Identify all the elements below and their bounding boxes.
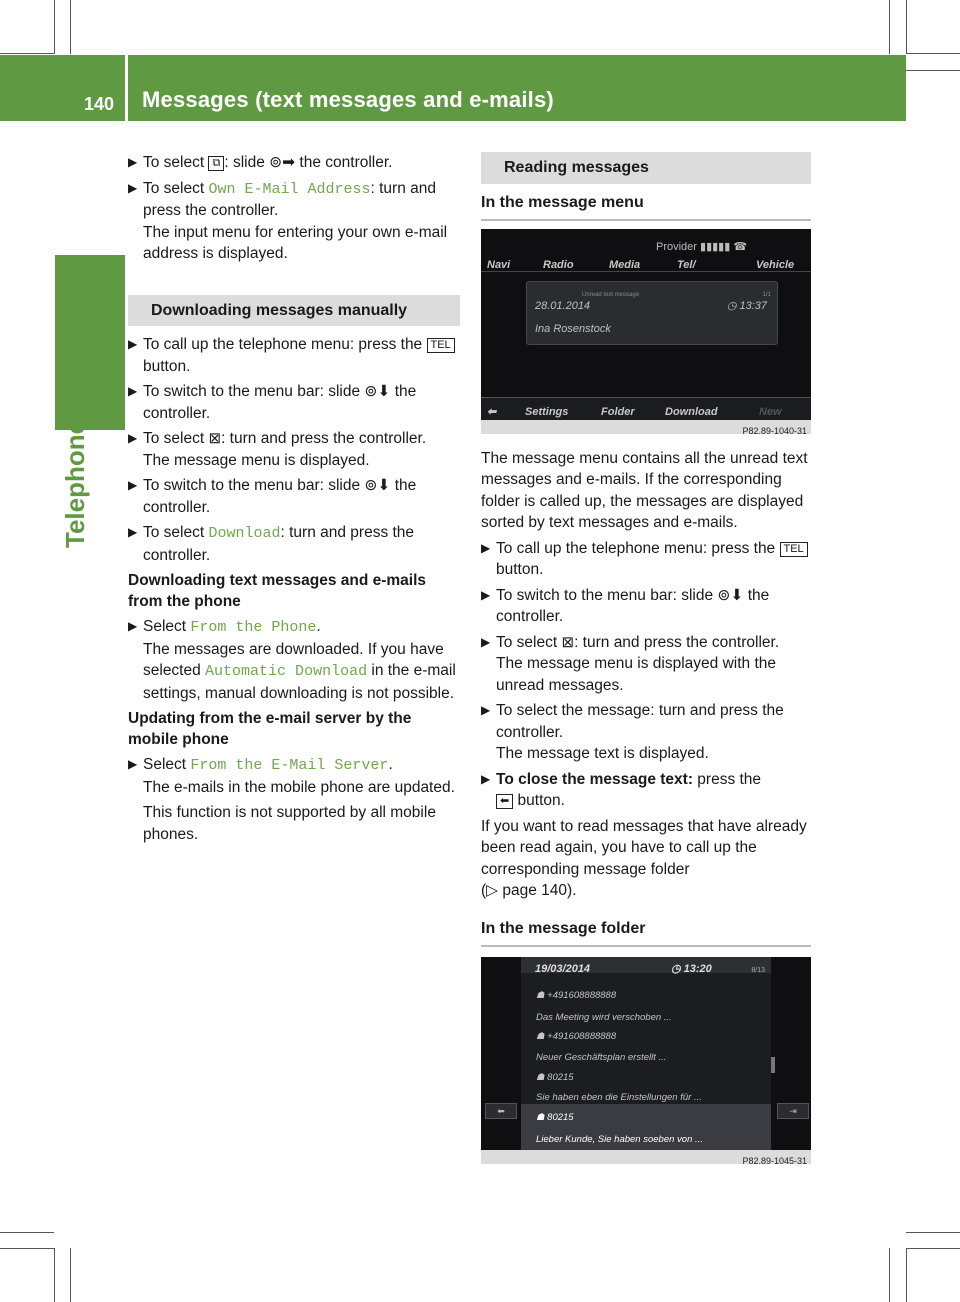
message-preview-line: Das Meeting wird verschoben ... (536, 1011, 672, 1023)
heading-message-folder: In the message folder (481, 918, 811, 947)
envelope-icon: ⊠ (208, 430, 222, 447)
step-text: Select (143, 756, 191, 773)
paragraph-reread (481, 816, 811, 902)
paragraph-text: If you want to read messages that have already been read again, you have to call up the corresponding message folder (481, 817, 807, 878)
step-own-email (128, 178, 460, 265)
menu-bar-item: Folder (601, 405, 635, 418)
image-code: P82.89-1040-31 (742, 425, 807, 434)
step-text: To switch to the menu bar: slide ⊚⬇ the controller. (143, 477, 417, 516)
menu-bar-item: New (759, 405, 782, 418)
crop-mark (0, 53, 54, 54)
nav-item: Radio (543, 258, 574, 271)
crop-mark (906, 0, 907, 54)
step-tel (128, 334, 460, 377)
page-title: Messages (text messages and e-mails) (142, 87, 554, 112)
step-select-envelope (128, 428, 460, 471)
back-icon: ⬅ (487, 405, 497, 418)
bullet-arrow-icon: ▶ (481, 587, 491, 602)
step-result: The messages are downloaded. If you have selected (143, 640, 444, 679)
step-text: To switch to the menu bar: slide ⊚⬇ the controller. (496, 586, 770, 625)
page-reference: (▷ page 140). (481, 882, 577, 899)
bullet-arrow-icon: ▶ (481, 634, 491, 649)
step-select-envelope (481, 632, 811, 697)
folder-date: 19/03/2014 (535, 962, 591, 975)
step-text: : slide ⊚➡ the controller. (224, 154, 393, 171)
step-text: . (388, 756, 393, 773)
step-close-message (481, 769, 811, 812)
folder-time: ◷ 13:20 (671, 962, 712, 975)
step-text: To select (143, 154, 209, 171)
step-result: The input menu for entering your own e-mail address is displayed. (143, 223, 448, 262)
paragraph-menu-contents: The message menu contains all the unread text messages and e-mails. If the corresponding folder is called up, the messages are displayed sorted by text messages and e-mails. (481, 449, 808, 531)
step-result: in the e-mail settings, manual downloading is not possible. (143, 662, 456, 702)
bullet-arrow-icon: ▶ (481, 703, 491, 717)
card-label: Unread text message (582, 291, 640, 298)
step-note: This function is not supported by all mobile phones. (143, 804, 436, 843)
menu-item-automatic-download: Automatic Download (205, 663, 368, 680)
step-bold-text: To close the message text: (496, 770, 693, 788)
tel-key-icon: TEL (427, 338, 455, 353)
envelope-icon: ⊠ (561, 633, 575, 651)
step-select-message (481, 700, 811, 765)
step-text: To call up the telephone menu: press the (496, 539, 780, 557)
bullet-arrow-icon: ▶ (128, 155, 138, 169)
crop-mark (0, 1232, 54, 1233)
step-result: The message menu is displayed with the unread messages. (496, 655, 777, 694)
crop-mark (54, 1248, 55, 1302)
step-text: button. (513, 792, 565, 809)
step-text: button. (143, 357, 191, 375)
message-preview-line: Sie haben eben die Einstellungen für ... (536, 1091, 702, 1103)
step-text: To select the message: turn and press the controller. (496, 702, 784, 741)
message-card (526, 281, 778, 345)
message-sender: Ina Rosenstock (535, 322, 611, 335)
heading-message-menu: In the message menu (481, 192, 811, 221)
step-menu-bar (128, 475, 460, 518)
section-heading-download: Downloading messages manually (128, 295, 460, 327)
page-number: 140 (84, 94, 115, 114)
crop-mark (906, 1232, 960, 1233)
message-sender-line: ☗ +491608888888 (536, 989, 617, 1001)
message-sender-line: ☗ 80215 (536, 1071, 574, 1083)
chapter-tab (55, 255, 125, 430)
crop-mark (906, 1248, 907, 1302)
step-result: The e-mails in the mobile phone are updated. (143, 778, 455, 796)
bullet-arrow-icon: ▶ (128, 619, 138, 633)
step-from-server (128, 754, 460, 845)
image-caption (481, 420, 811, 434)
crop-mark (889, 0, 890, 54)
bullet-arrow-icon: ▶ (128, 478, 138, 492)
folder-header (521, 957, 771, 973)
bullet-arrow-icon: ▶ (128, 337, 138, 351)
crop-mark (70, 1248, 71, 1302)
menu-icon: ⧉ (208, 156, 224, 171)
step-result: The message menu is displayed. (143, 451, 370, 469)
heading-from-server: Updating from the e-mail server by the mobile phone (128, 710, 412, 748)
message-folder-screenshot (481, 957, 811, 1164)
bullet-arrow-icon: ▶ (128, 180, 138, 195)
step-tel (481, 538, 811, 581)
step-text: . (316, 618, 321, 635)
nav-item: Media (609, 258, 641, 271)
back-key-icon: ⬅ (496, 794, 513, 809)
step-text: To select (143, 430, 209, 447)
step-select-icon (128, 152, 460, 174)
bullet-arrow-icon: ▶ (128, 757, 138, 771)
menu-item-own-email: Own E-Mail Address (208, 180, 371, 198)
nav-item: Navi (487, 258, 511, 271)
section-heading-reading: Reading messages (481, 152, 811, 184)
left-column (128, 152, 460, 849)
menu-item-from-server: From the E-Mail Server (190, 757, 389, 774)
message-time: ◷ 13:37 (726, 299, 767, 312)
step-menu-bar (481, 585, 811, 628)
bullet-arrow-icon: ▶ (128, 431, 138, 445)
crop-mark (906, 53, 960, 54)
step-text: To select (496, 633, 562, 651)
crop-mark (0, 1248, 54, 1249)
step-text: Select (143, 618, 191, 635)
nav-item: Tel/ (677, 258, 696, 271)
crop-mark (54, 0, 55, 54)
heading-from-phone: Downloading text messages and e-mails from the phone (128, 572, 427, 610)
bullet-arrow-icon: ▶ (481, 540, 491, 555)
right-column (481, 152, 811, 1164)
step-text: To call up the telephone menu: press the (143, 336, 427, 353)
message-menu-screenshot (481, 229, 811, 434)
crop-mark (906, 70, 960, 71)
image-code: P82.89-1045-31 (742, 1155, 807, 1164)
step-text: To select (143, 524, 209, 541)
menu-bar-item: Download (665, 405, 718, 418)
message-sender-line: ☗ +491608888888 (536, 1030, 617, 1042)
nav-row (481, 251, 811, 272)
menu-item-download: Download (208, 525, 281, 542)
step-text: : turn and press the controller. (221, 430, 427, 447)
bullet-arrow-icon: ▶ (128, 525, 138, 539)
card-count: 1/1 (762, 291, 771, 298)
crop-mark (906, 1248, 960, 1249)
folder-count: 8/13 (751, 966, 765, 974)
crop-mark (70, 0, 71, 54)
bullet-arrow-icon: ▶ (128, 384, 138, 398)
step-result: The message text is displayed. (496, 745, 709, 762)
menu-bar (481, 397, 811, 420)
step-text: : turn and press the controller. (574, 633, 780, 651)
status-line: Provider ▮▮▮▮▮ ☎ (656, 240, 748, 253)
step-text: press the (692, 770, 762, 788)
step-text: : turn and press the controller. (143, 179, 437, 219)
forward-icon: ⇥ (777, 1103, 809, 1119)
menu-item-from-phone: From the Phone (190, 619, 317, 636)
message-preview-line: Lieber Kunde, Sie haben soeben von ... (536, 1133, 703, 1145)
menu-bar-item: Settings (525, 405, 569, 418)
chapter-label: Telephone (60, 419, 90, 548)
step-text: To select (143, 179, 209, 197)
scrollbar (771, 1057, 775, 1073)
back-icon: ⬅ (485, 1103, 517, 1119)
step-text: To switch to the menu bar: slide ⊚⬇ the controller. (143, 383, 417, 422)
image-caption (481, 1150, 811, 1164)
step-from-phone (128, 616, 460, 704)
nav-item: Vehicle (756, 258, 795, 271)
message-preview-line: Neuer Geschäftsplan erstellt ... (536, 1051, 667, 1063)
message-date: 28.01.2014 (535, 299, 591, 312)
header-divider (125, 55, 128, 121)
step-text: button. (496, 561, 544, 578)
step-menu-bar (128, 381, 460, 424)
step-select-download (128, 522, 460, 566)
crop-mark (889, 1248, 890, 1302)
message-sender-line: ☗ 80215 (536, 1111, 574, 1123)
bullet-arrow-icon: ▶ (481, 771, 491, 786)
step-text: : turn and press the controller. (143, 524, 415, 564)
tel-key-icon: TEL (780, 542, 808, 557)
